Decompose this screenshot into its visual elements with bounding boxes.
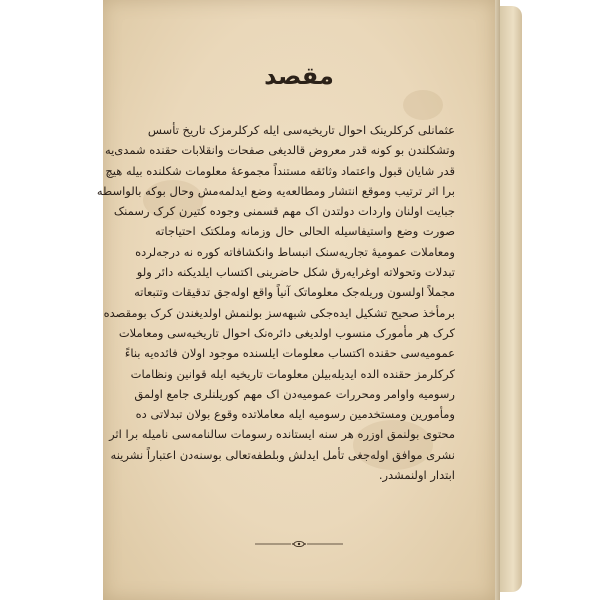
text-line: جبایت اولنان واردات دولتدن اک مهم قسمنی وجوده کتیرن کرک رسمنک [113, 204, 455, 219]
page-edges [500, 6, 522, 592]
text-line: وتشکلندن بو کونه قدر معروض قالدیغی صفحات وانقلابات حقنده شمدی‌یه [104, 143, 455, 158]
text-line: صورت وضع واستیفاسیله الحالی حال وزمانه وملکتک احتیاجاته [155, 224, 455, 239]
text-line: ابتدار اولنمشدر. [378, 468, 455, 483]
book-page [96, 0, 495, 600]
body-text [96, 120, 455, 500]
text-line: عمومیه‌سی حقنده اکتساب معلومات ایلسنده موجود اولان فائده‌یه بناءً [124, 346, 455, 361]
page-title: مقصد [264, 62, 334, 90]
text-line: برا اثر ترتیب وموقع انتشار ومطالعه‌یه وضع ایدلمه‌مش وحال بوکه بالواسطه [96, 183, 455, 198]
text-line: محتوی بولنمق اوزره هر سنه ایستانده رسومات سالنامه‌سی نامیله برا اثر [109, 427, 455, 442]
text-line: مجملاً اولسون وریله‌جک معلوماتک آنیاً واقع اوله‌جق تدقیقات وتتبعاته [134, 285, 455, 300]
text-line: کرک هر مأمورک منسوب اولدیغی دائره‌نک احوال تاریخیه‌سی ومعاملات [118, 325, 455, 340]
text-line: نشری موافق اوله‌جغی تأمل ایدلش وبلطفه‌تعالی بوسنه‌دن اعتباراً نشرینه [110, 447, 455, 462]
text-line: قدر شایان قبول واعتماد وثائقه مستنداً مجموعهٔ معلومات شکلنده بیله هیچ [105, 163, 455, 178]
text-line: تبدلات وتحولاته اوغرایه‌رق شکل حاضرینی اکتساب ایلدیکنه دائر ولو [136, 265, 455, 280]
text-line: کرکلرمز حقنده الده ایدیله‌بیلن معلومات تاریخیه ایله قوانین ونظامات [130, 366, 455, 381]
text-line: رسومیه واوامر ومحررات عمومیه‌دن اک مهم کوریلنلری جامع اولمق [134, 386, 455, 401]
text-line: ومعاملات عمومیهٔ تجاریه‌سنک انبساط وانکشافاته کوره نه درجه‌لرده [135, 244, 455, 259]
text-line: عثمانلی کرکلرینک احوال تاریخیه‌سی ایله کرکلرمزک تاریخ تأسس [147, 123, 455, 137]
ornament-divider [253, 538, 345, 550]
text-line: ومأمورین ومستخدمین رسومیه ایله معاملاتده وقوع بولان تبدلاتی ده [135, 407, 455, 422]
text-line: برمأخذ صحیح تشکیل ایده‌جکی شبهه‌سز بولنمش اولدیغندن کرک بومقصده [103, 305, 455, 320]
